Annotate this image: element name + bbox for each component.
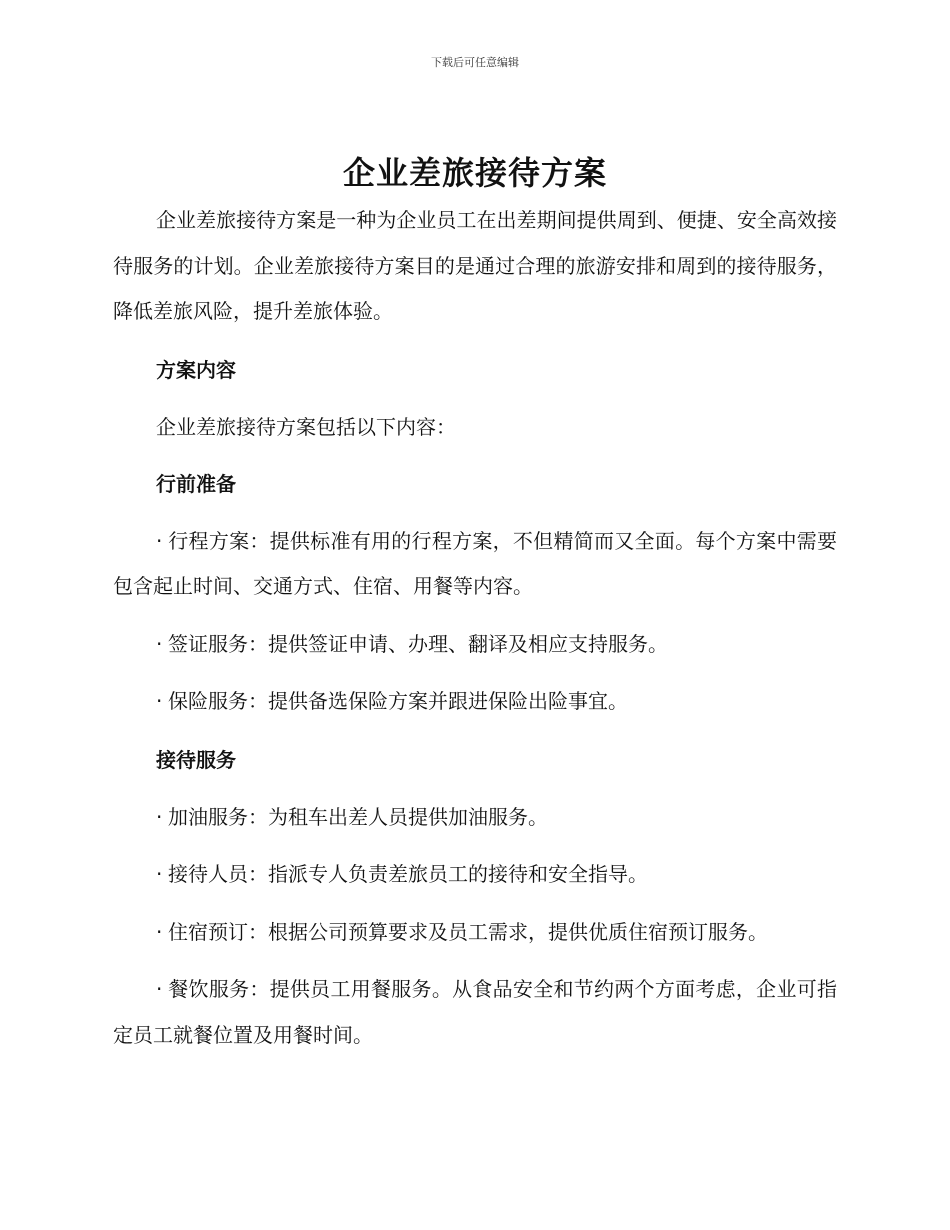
header-note: 下载后可任意编辑 (431, 56, 519, 69)
list-item (113, 795, 837, 841)
section-heading-service: 接待服务 (156, 747, 236, 772)
list-item-text: 签证服务：提供签证申请、办理、翻译及相应支持服务。 (168, 631, 668, 656)
intro-paragraph: 企业差旅接待方案是一种为企业员工在出差期间提供周到、便捷、安全高效接待服务的计划。企业差旅接待方案目的是通过合理的旅游安排和周到的接待服务，降低差旅风险，提升差旅体验。 (113, 208, 837, 323)
document-title: 企业差旅接待方案 (342, 154, 607, 192)
list-item-text: 接待人员：指派专人负责差旅员工的接待和安全指导。 (168, 862, 648, 886)
list-item (113, 967, 837, 1058)
section-heading-content: 方案内容 (156, 357, 236, 382)
list-item-text: 加油服务：为租车出差人员提供加油服务。 (168, 804, 548, 829)
bullet-dot: · (156, 631, 163, 656)
document-body (113, 198, 837, 1058)
list-item (113, 852, 837, 898)
list-item-text: 餐饮服务：提供员工用餐服务。从食品安全和节约两个方面考虑，企业可指定员工就餐位置及用餐时间。 (113, 977, 837, 1047)
list-item (113, 679, 837, 725)
list-item (113, 622, 837, 668)
list-item-text: 行程方案：提供标准有用的行程方案，不但精简而又全面。每个方案中需要包含起止时间、交通方式、住宿、用餐等内容。 (113, 528, 837, 598)
bullet-dot: · (156, 528, 163, 553)
bullet-dot: · (156, 919, 163, 944)
section-heading-prep: 行前准备 (156, 471, 236, 496)
bullet-dot: · (156, 804, 163, 829)
list-item (113, 910, 837, 956)
list-item-text: 保险服务：提供备选保险方案并跟进保险出险事宜。 (168, 689, 628, 713)
bullet-dot: · (156, 689, 163, 713)
list-item (113, 519, 837, 610)
list-item-text: 住宿预订：根据公司预算要求及员工需求，提供优质住宿预订服务。 (168, 919, 768, 944)
bullet-dot: · (156, 977, 163, 1001)
section-content-text: 企业差旅接待方案包括以下内容： (156, 414, 456, 439)
bullet-dot: · (156, 862, 163, 886)
